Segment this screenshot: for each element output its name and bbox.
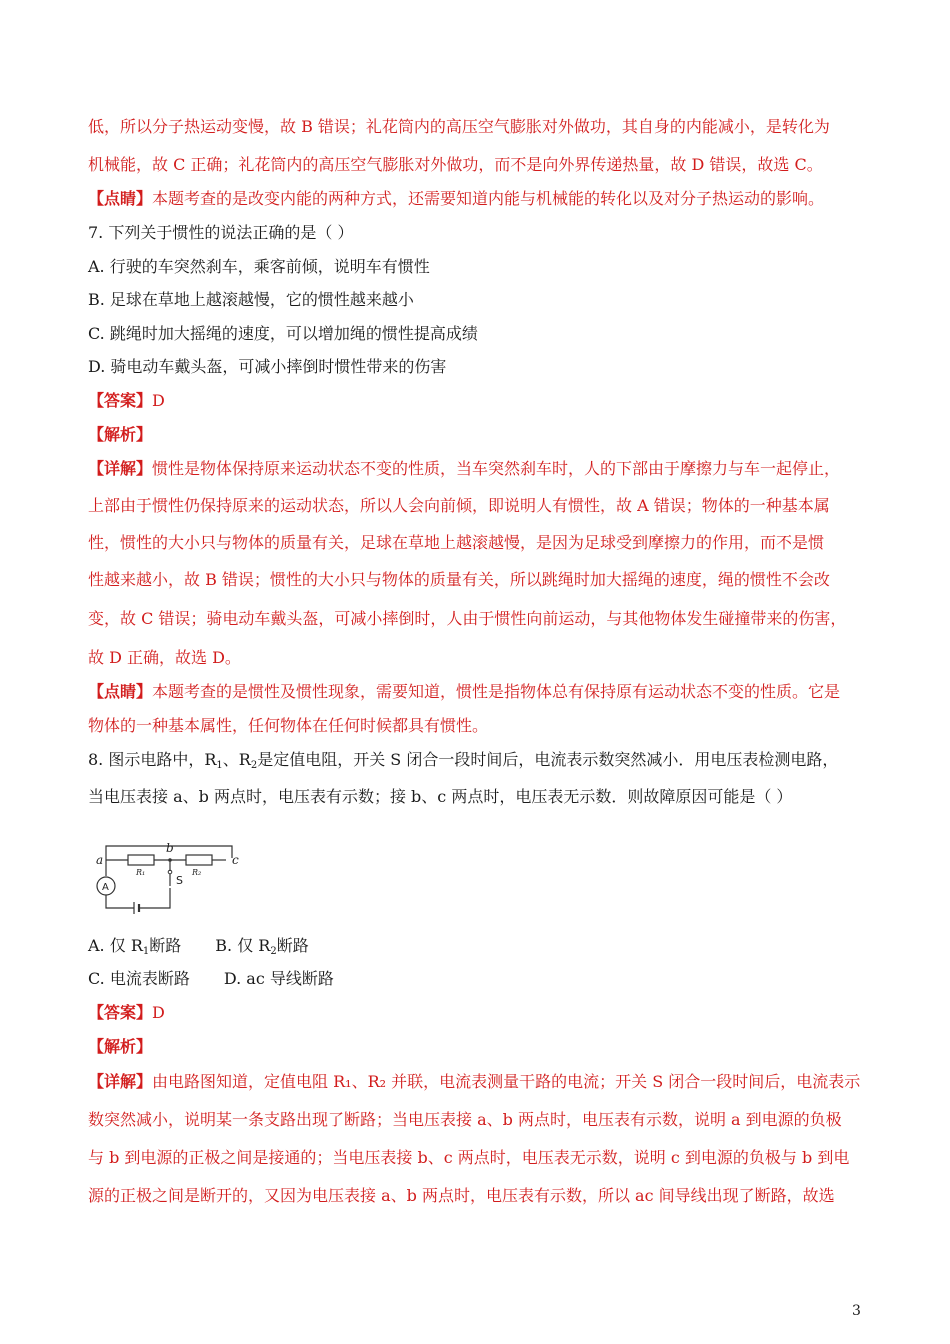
detail-line: 与 b 到电源的正极之间是接通的；当电压表接 b、c 两点时，电压表无示数，说明 c 到电源的负极与 b 到电 (88, 1148, 850, 1167)
note-tag: 【点睛】 (88, 189, 153, 208)
detail-text: 惯性是物体保持原来运动状态不变的性质，当车突然刹车时，人的下部由于摩擦力与车一起停止， (152, 459, 841, 478)
question-7-option-b: B. 足球在草地上越滚越慢，它的惯性越来越小 (88, 290, 414, 309)
option-d: D. ac 导线断路 (223, 969, 334, 988)
detail-tag: 【详解】 (88, 459, 153, 478)
note-line: 物体的一种基本属性，任何物体在任何时候都具有惯性。 (88, 716, 489, 735)
answer-tag: 【答案】 (88, 1003, 153, 1022)
question-8-options-row2 (88, 969, 334, 989)
note-text: 本题考查的是改变内能的两种方式，还需要知道内能与机械能的转化以及对分子热运动的影响。 (152, 189, 825, 208)
bottom-right-wire (139, 888, 170, 908)
label-r1: R₁ (136, 868, 146, 877)
paragraph-line: 低，所以分子热运动变慢，故 B 错误；礼花筒内的高压空气膨胀对外做功，其自身的内能减小，是转化为 (88, 117, 830, 136)
option-c: C. 电流表断路 (88, 969, 190, 988)
r1-subscript: 1 (216, 760, 223, 771)
detail-line: 上部由于惯性仍保持原来的运动状态，所以人会向前倾，即说明人有惯性，故 A 错误；物体的一种基本属 (88, 496, 830, 515)
r2-symbol: R (238, 750, 251, 769)
label-r2: R₂ (192, 868, 202, 877)
analysis-tag: 【解析】 (88, 1037, 153, 1056)
question-8-stem (88, 750, 838, 776)
detail-line: 性，惯性的大小只与物体的质量有关，足球在草地上越滚越慢，是因为足球受到摩擦力的作用，而不是惯 (88, 533, 825, 552)
stem-prefix: 8. 图示电路中， (88, 750, 205, 769)
question-7-option-c: C. 跳绳时加大摇绳的速度，可以增加绳的惯性提高成绩 (88, 324, 478, 343)
resistor-r1 (128, 855, 154, 865)
detail-line (88, 459, 840, 479)
detail-tag: 【详解】 (88, 1072, 153, 1091)
note-text: 本题考查的是惯性及惯性现象，需要知道，惯性是指物体总有保持原有运动状态不变的性质。它是 (152, 682, 841, 701)
option-b: B. 仅 $R_2$断路 (215, 936, 309, 957)
answer-tag: 【答案】 (88, 391, 153, 410)
detail-line (88, 1072, 860, 1092)
label-c: c (232, 853, 239, 867)
r1-symbol: R (204, 750, 217, 769)
paragraph-line: 机械能，故 C 正确；礼花筒内的高压空气膨胀对外做功，而不是向外界传递热量，故 D 错误，故选 C。 (88, 155, 823, 174)
page-number: 3 (852, 1303, 861, 1319)
answer-value: D (152, 1003, 165, 1022)
label-ammeter: A (102, 882, 109, 893)
detail-line: 数突然减小，说明某一条支路出现了断路；当电压表接 a、b 两点时，电压表有示数，说明 a 到电源的负极 (88, 1110, 842, 1129)
detail-line: 源的正极之间是断开的，又因为电压表接 a、b 两点时，电压表有示数，所以 ac 间导线出现了断路，故选 (88, 1186, 835, 1205)
question-8-stem-line2: 当电压表接 a、b 两点时，电压表有示数；接 b、c 两点时，电压表无示数．则故障原因可能是（ ） (88, 787, 793, 806)
question-8-options-row1 (88, 936, 309, 962)
note-tag: 【点睛】 (88, 682, 153, 701)
detail-text: 由电路图知道，定值电阻 R₁、R₂ 并联，电流表测量干路的电流；开关 S 闭合一段时间后，电流表示 (152, 1072, 861, 1091)
question-7-option-d: D. 骑电动车戴头盔，可减小摔倒时惯性带来的伤害 (88, 357, 447, 376)
stem-rest: 是定值电阻，开关 S 闭合一段时间后，电流表示数突然减小．用电压表检测电路， (257, 750, 839, 769)
detail-line: 故 D 正确，故选 D。 (88, 648, 241, 667)
r2-subscript: 2 (250, 760, 258, 771)
option-a: A. 仅 $R_1$断路 (88, 936, 182, 957)
separator: 、 (222, 750, 239, 769)
resistor-r2 (186, 855, 212, 865)
note-line (88, 682, 840, 702)
analysis-tag: 【解析】 (88, 425, 153, 444)
question-7-option-a: A. 行驶的车突然刹车，乘客前倾，说明车有惯性 (88, 257, 430, 276)
question-7-stem: 7. 下列关于惯性的说法正确的是（ ） (88, 223, 354, 242)
question-8-answer (88, 1003, 165, 1023)
bottom-left-wire (106, 895, 134, 908)
detail-line: 变，故 C 错误；骑电动车戴头盔，可减小摔倒时，人由于惯性向前运动，与其他物体发生碰撞带来的伤害， (88, 609, 847, 628)
junction-b (168, 858, 172, 862)
circuit-diagram (86, 838, 246, 918)
label-s: S (176, 874, 183, 887)
detail-line: 性越来越小，故 B 错误；惯性的大小只与物体的质量有关，所以跳绳时加大摇绳的速度，绳的惯性不会改 (88, 570, 830, 589)
answer-value: D (152, 391, 165, 410)
question-7-answer (88, 391, 165, 411)
label-b: b (166, 841, 174, 855)
label-a: a (96, 853, 104, 867)
note-line (88, 189, 824, 209)
